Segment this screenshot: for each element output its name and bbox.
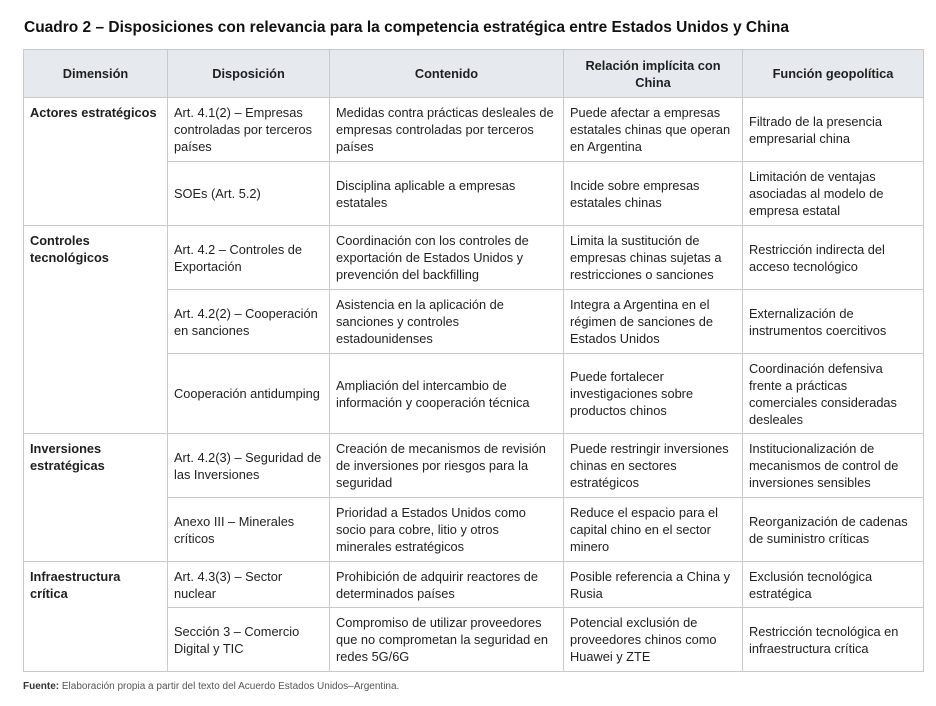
content-cell: Prohibición de adquirir reactores de determinados países bbox=[330, 562, 564, 608]
content-cell: Prioridad a Estados Unidos como socio para cobre, litio y otros minerales estratégicos bbox=[330, 498, 564, 562]
relation-cell: Puede afectar a empresas estatales chinas que operan en Argentina bbox=[564, 98, 743, 162]
content-cell: Ampliación del intercambio de información y cooperación técnica bbox=[330, 354, 564, 434]
table-row bbox=[24, 226, 924, 290]
disposition-cell: Cooperación antidumping bbox=[168, 354, 330, 434]
content-cell: Disciplina aplicable a empresas estatales bbox=[330, 162, 564, 226]
disposition-cell: Art. 4.1(2) – Empresas controladas por terceros países bbox=[168, 98, 330, 162]
relation-cell: Potencial exclusión de proveedores chinos como Huawei y ZTE bbox=[564, 608, 743, 672]
content-cell: Creación de mecanismos de revisión de inversiones por riesgos para la seguridad bbox=[330, 434, 564, 498]
relation-cell: Puede fortalecer investigaciones sobre productos chinos bbox=[564, 354, 743, 434]
disposition-cell: Sección 3 – Comercio Digital y TIC bbox=[168, 608, 330, 672]
table-row bbox=[24, 562, 924, 608]
function-cell: Limitación de ventajas asociadas al modelo de empresa estatal bbox=[743, 162, 924, 226]
content-cell: Asistencia en la aplicación de sanciones y controles estadounidenses bbox=[330, 290, 564, 354]
content-cell: Medidas contra prácticas desleales de empresas controladas por terceros países bbox=[330, 98, 564, 162]
dimension-cell: Infraestructura crítica bbox=[24, 562, 168, 672]
table-row bbox=[24, 434, 924, 498]
source-note bbox=[23, 681, 399, 692]
relation-cell: Puede restringir inversiones chinas en sectores estratégicos bbox=[564, 434, 743, 498]
disposition-cell: Art. 4.2(2) – Cooperación en sanciones bbox=[168, 290, 330, 354]
relation-cell: Posible referencia a China y Rusia bbox=[564, 562, 743, 608]
dimension-cell: Inversiones estratégicas bbox=[24, 434, 168, 562]
disposition-cell: Art. 4.2 – Controles de Exportación bbox=[168, 226, 330, 290]
disposition-cell: Anexo III – Minerales críticos bbox=[168, 498, 330, 562]
function-cell: Exclusión tecnológica estratégica bbox=[743, 562, 924, 608]
header-dimension: Dimensión bbox=[24, 50, 168, 98]
content-cell: Compromiso de utilizar proveedores que no comprometan la seguridad en redes 5G/6G bbox=[330, 608, 564, 672]
provisions-table bbox=[23, 49, 924, 672]
disposition-cell: SOEs (Art. 5.2) bbox=[168, 162, 330, 226]
dimension-cell: Actores estratégicos bbox=[24, 98, 168, 226]
relation-cell: Limita la sustitución de empresas chinas sujetas a restricciones o sanciones bbox=[564, 226, 743, 290]
relation-cell: Incide sobre empresas estatales chinas bbox=[564, 162, 743, 226]
table-row bbox=[24, 98, 924, 162]
source-label: Fuente: bbox=[23, 681, 60, 692]
disposition-cell: Art. 4.3(3) – Sector nuclear bbox=[168, 562, 330, 608]
relation-cell: Integra a Argentina en el régimen de sanciones de Estados Unidos bbox=[564, 290, 743, 354]
dimension-cell: Controles tecnológicos bbox=[24, 226, 168, 434]
header-row bbox=[24, 50, 924, 98]
function-cell: Restricción tecnológica en infraestructura crítica bbox=[743, 608, 924, 672]
header-china-relation: Relación implícita con China bbox=[564, 50, 743, 98]
relation-cell: Reduce el espacio para el capital chino en el sector minero bbox=[564, 498, 743, 562]
header-geopolitical-function: Función geopolítica bbox=[743, 50, 924, 98]
function-cell: Coordinación defensiva frente a prácticas comerciales consideradas desleales bbox=[743, 354, 924, 434]
header-content: Contenido bbox=[330, 50, 564, 98]
function-cell: Restricción indirecta del acceso tecnológico bbox=[743, 226, 924, 290]
function-cell: Reorganización de cadenas de suministro críticas bbox=[743, 498, 924, 562]
table-title: Cuadro 2 – Disposiciones con relevancia para la competencia estratégica entre Estados Unidos y China bbox=[24, 19, 789, 36]
header-disposition: Disposición bbox=[168, 50, 330, 98]
disposition-cell: Art. 4.2(3) – Seguridad de las Inversiones bbox=[168, 434, 330, 498]
function-cell: Externalización de instrumentos coercitivos bbox=[743, 290, 924, 354]
function-cell: Institucionalización de mecanismos de control de inversiones sensibles bbox=[743, 434, 924, 498]
content-cell: Coordinación con los controles de exportación de Estados Unidos y prevención del backfilling bbox=[330, 226, 564, 290]
function-cell: Filtrado de la presencia empresarial china bbox=[743, 98, 924, 162]
source-text: Elaboración propia a partir del texto del Acuerdo Estados Unidos–Argentina. bbox=[59, 681, 400, 692]
